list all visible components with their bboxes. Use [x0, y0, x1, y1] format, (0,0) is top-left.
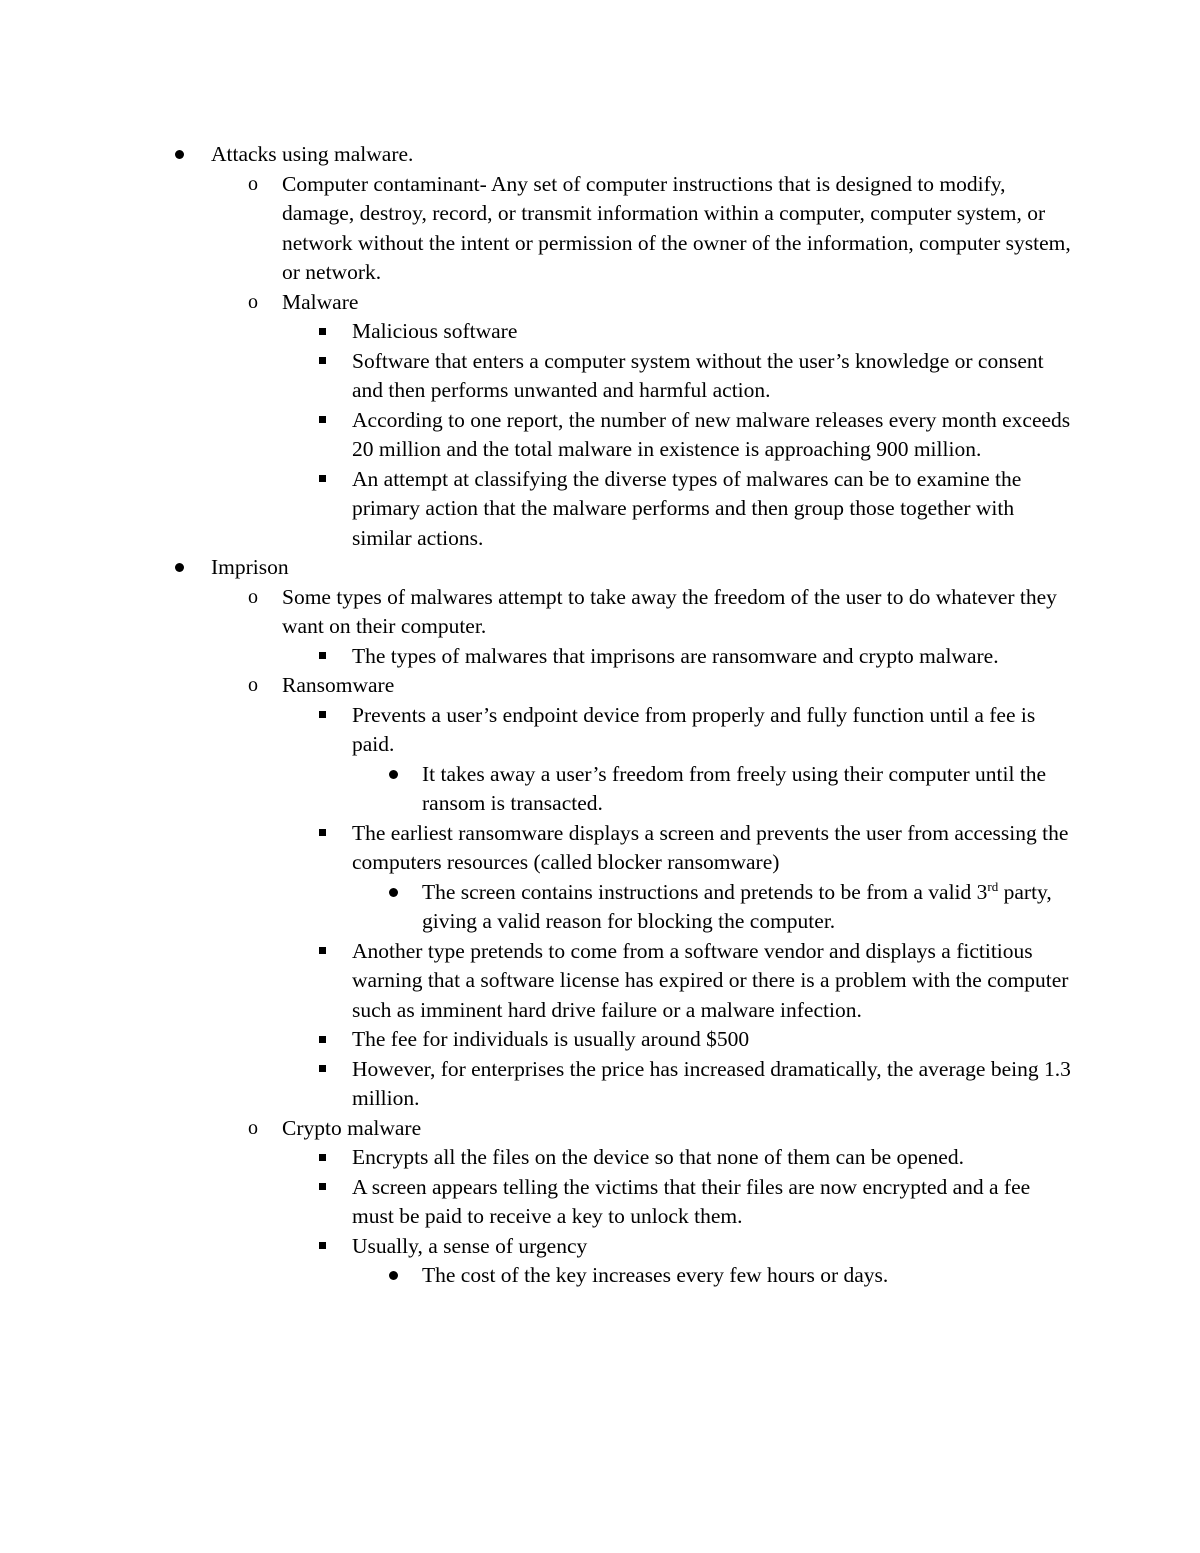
list-item	[352, 1025, 1072, 1055]
item-text: Ransomware	[282, 673, 395, 697]
item-text: Another type pretends to come from a software vendor and displays a fictitious warning that a software license has expired or there is a problem with the computer such as imminent hard drive failure or a malware infection.	[352, 938, 1069, 1022]
circle-bullet-icon: o	[248, 585, 258, 608]
item-text: Encrypts all the files on the device so that none of them can be opened.	[352, 1145, 964, 1169]
list-item	[352, 465, 1072, 554]
disc-bullet-icon	[389, 760, 398, 790]
list-item	[248, 671, 1072, 701]
list-item	[422, 1261, 1072, 1291]
list-item	[352, 701, 1072, 760]
square-bullet-icon	[319, 701, 326, 731]
item-text: Imprison	[211, 555, 289, 579]
square-bullet-icon	[319, 937, 326, 967]
square-bullet-icon	[319, 1025, 326, 1055]
document-page	[0, 140, 1200, 1291]
list-item	[352, 819, 1072, 878]
item-text: The types of malwares that imprisons are ransomware and crypto malware.	[352, 643, 999, 668]
list-item	[352, 406, 1072, 465]
item-text: The cost of the key increases every few hours or days.	[422, 1263, 889, 1287]
list-item	[352, 317, 1072, 347]
list-item	[422, 878, 1072, 937]
disc-bullet-icon	[175, 140, 184, 170]
list-item	[352, 1055, 1072, 1114]
square-bullet-icon	[319, 642, 326, 672]
square-bullet-icon	[319, 1055, 326, 1085]
square-bullet-icon	[319, 465, 326, 495]
list-item	[352, 937, 1072, 1026]
item-text: Prevents a user’s endpoint device from properly and fully function until a fee is paid.	[352, 702, 1036, 756]
item-text: An attempt at classifying the diverse types of malwares can be to examine the primary action that the malware performs and then group those together with similar actions.	[352, 466, 1022, 550]
square-bullet-icon	[319, 1143, 326, 1173]
list-item	[352, 642, 1072, 672]
list-item	[248, 288, 1072, 318]
circle-bullet-icon: o	[248, 172, 258, 195]
list-item	[352, 1232, 1072, 1262]
item-text: The earliest ransomware displays a screen and prevents the user from accessing the computers resources (called blocker ransomware)	[352, 820, 1069, 874]
item-text: Malware	[282, 289, 359, 314]
square-bullet-icon	[319, 406, 326, 436]
item-text: A screen appears telling the victims that their files are now encrypted and a fee must be paid to receive a key to unlock them.	[352, 1174, 1031, 1228]
item-text: According to one report, the number of new malware releases every month exceeds 20 million and the total malware in existence is approaching 900 million.	[352, 407, 1071, 461]
square-bullet-icon	[319, 1173, 326, 1203]
item-text: Software that enters a computer system without the user’s knowledge or consent and then performs unwanted and harmful action.	[352, 348, 1044, 402]
list-item	[211, 553, 1071, 583]
list-item	[248, 170, 1072, 288]
item-text: Malicious software	[352, 319, 518, 343]
item-text: Some types of malwares attempt to take away the freedom of the user to do whatever they want on their computer.	[282, 584, 1057, 638]
list-item	[352, 1173, 1072, 1232]
list-item	[352, 347, 1072, 406]
item-text: Computer contaminant- Any set of computer instructions that is designed to modify, damage, destroy, record, or transmit information within a computer, computer system, or network without the intent or permission of the owner of the information, computer system, or network.	[282, 171, 1071, 284]
list-item	[352, 1143, 1072, 1173]
list-item	[422, 760, 1072, 819]
item-text: Attacks using malware.	[211, 142, 414, 166]
list-item	[211, 140, 1071, 170]
item-text: The screen contains instructions and pretends to be from a valid 3rd party, giving a valid reason for blocking the computer.	[422, 878, 1052, 933]
list-item	[248, 1114, 1072, 1144]
item-text: The fee for individuals is usually around $500	[352, 1027, 750, 1051]
circle-bullet-icon: o	[248, 674, 258, 696]
item-text: However, for enterprises the price has increased dramatically, the average being 1.3 million.	[352, 1056, 1071, 1110]
disc-bullet-icon	[389, 1261, 398, 1291]
square-bullet-icon	[319, 347, 326, 377]
disc-bullet-icon	[175, 553, 184, 583]
circle-bullet-icon: o	[248, 290, 258, 313]
disc-bullet-icon	[389, 878, 398, 908]
square-bullet-icon	[319, 819, 326, 849]
square-bullet-icon	[319, 317, 326, 347]
list-item	[248, 583, 1072, 642]
item-text: Crypto malware	[282, 1115, 422, 1140]
square-bullet-icon	[319, 1232, 326, 1262]
item-text: Usually, a sense of urgency	[352, 1233, 588, 1258]
circle-bullet-icon: o	[248, 1116, 258, 1139]
item-text: It takes away a user’s freedom from freely using their computer until the ransom is transacted.	[422, 761, 1047, 815]
